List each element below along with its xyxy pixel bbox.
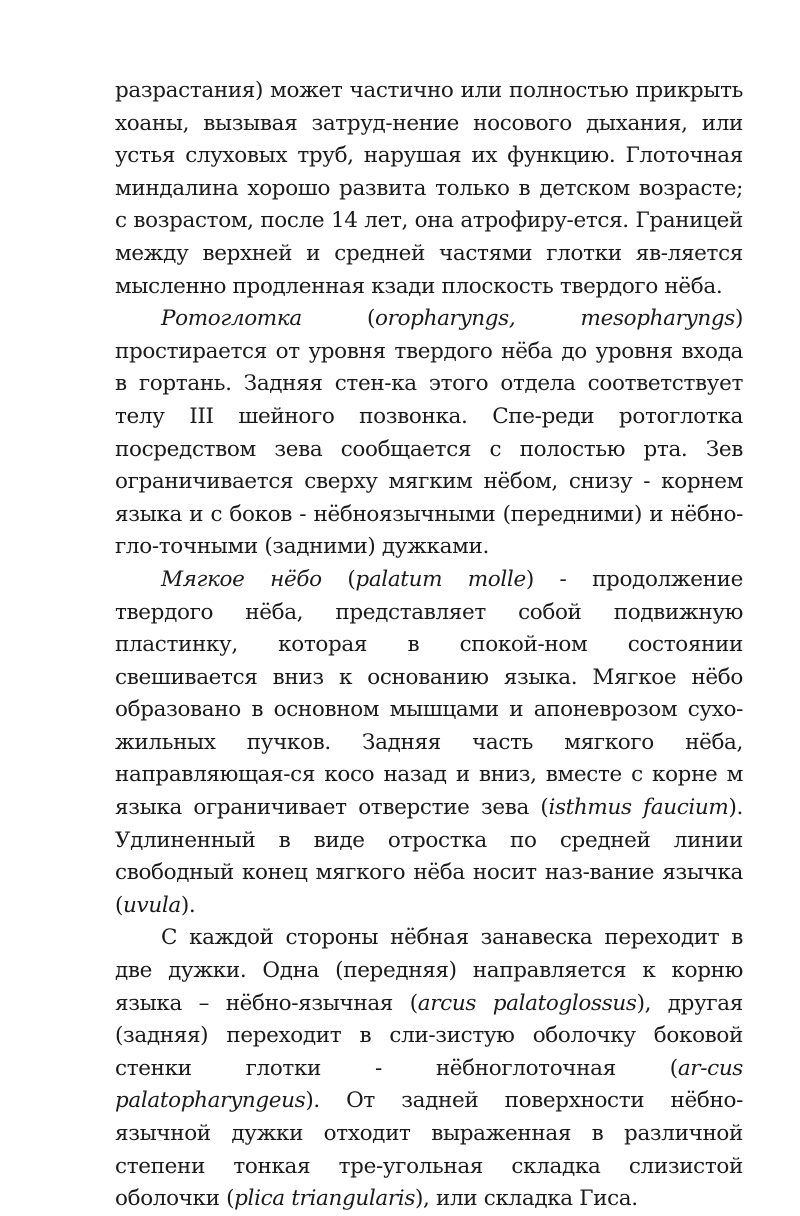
text-run: ). От задней поверхности нёбно-язычной дужки отходит выраженная в различной степени тонкая тре-угольная складка слизистой оболочки ( <box>115 1088 743 1212</box>
italic-term: plica triangularis <box>234 1186 415 1212</box>
paragraph-palatine-arches <box>115 922 743 1215</box>
text-run: ). Удлиненный в виде отростка по средней линии свободный конец мягкого нёба носит наз-вание язычка ( <box>115 795 743 918</box>
paragraph-soft-palate <box>115 564 743 923</box>
paragraph-oropharynx <box>115 303 743 564</box>
text-run: ) - продолжение твердого нёба, представляет собой подвижную пластинку, которая в спокой-ном состоянии свешивается вниз к основанию языка. Мягкое нёбо образовано в основном мышцами и апоневрозом сухо-жильных пучков. Задняя часть мягкого нёба, направляющая-ся косо назад и вниз, вместе с корне м языка ограничивает отверстие зева ( <box>115 566 743 821</box>
document-page <box>115 75 743 1216</box>
text-run: ), или складка Гиса. <box>415 1186 638 1212</box>
italic-term: Ротоглотка <box>161 306 302 332</box>
italic-term: palatum molle <box>355 566 526 592</box>
paragraph-nasopharynx-end <box>115 75 743 303</box>
italic-term: oropharyngs, mesopharyngs <box>375 306 735 332</box>
italic-term: uvula <box>123 892 181 918</box>
text-run: ( <box>321 566 356 592</box>
italic-term: isthmus faucium <box>548 795 729 821</box>
text-run: С каждой стороны нёбная занавеска переходит в две дужки. Одна (передняя) направляется к корню языка – нёбно-язычная ( <box>115 925 743 1016</box>
text-run: ) простирается от уровня твердого нёба до уровня входа в гортань. Задняя стен-ка этого отдела соответствует телу III шейного позвонка. Спе-реди ротоглотка посредством зева сообщается с полостью рта. Зев ограничивается сверху мягким нёбом, снизу - корнем языка и с боков - нёбноязычными (передними) и нёбно-гло-точными (задними) дужками. <box>115 306 743 560</box>
italic-term: arcus palatoglossus <box>417 990 637 1016</box>
text-run: ( <box>301 306 376 332</box>
text-run: ), другая (задняя) переходит в сли-зистую оболочку боковой стенки глотки - нёбноглоточная ( <box>115 990 743 1081</box>
text-run: разрастания) может частично или полностью прикрыть хоаны, вызывая затруд-нение носового дыхания, или устья слуховых труб, нарушая их функцию. Глоточная миндалина хорошо развита только в детском возрасте; с возрастом, после 14 лет, она атрофиру-ется. Границей между верхней и средней частями глотки яв-ляется мысленно продленная кзади плоскость твердого нёба. <box>115 78 743 299</box>
text-run: ). <box>180 892 196 918</box>
italic-term: ar-cus palatopharyngeus <box>115 1055 743 1114</box>
italic-term: Мягкое нёбо <box>161 566 322 592</box>
